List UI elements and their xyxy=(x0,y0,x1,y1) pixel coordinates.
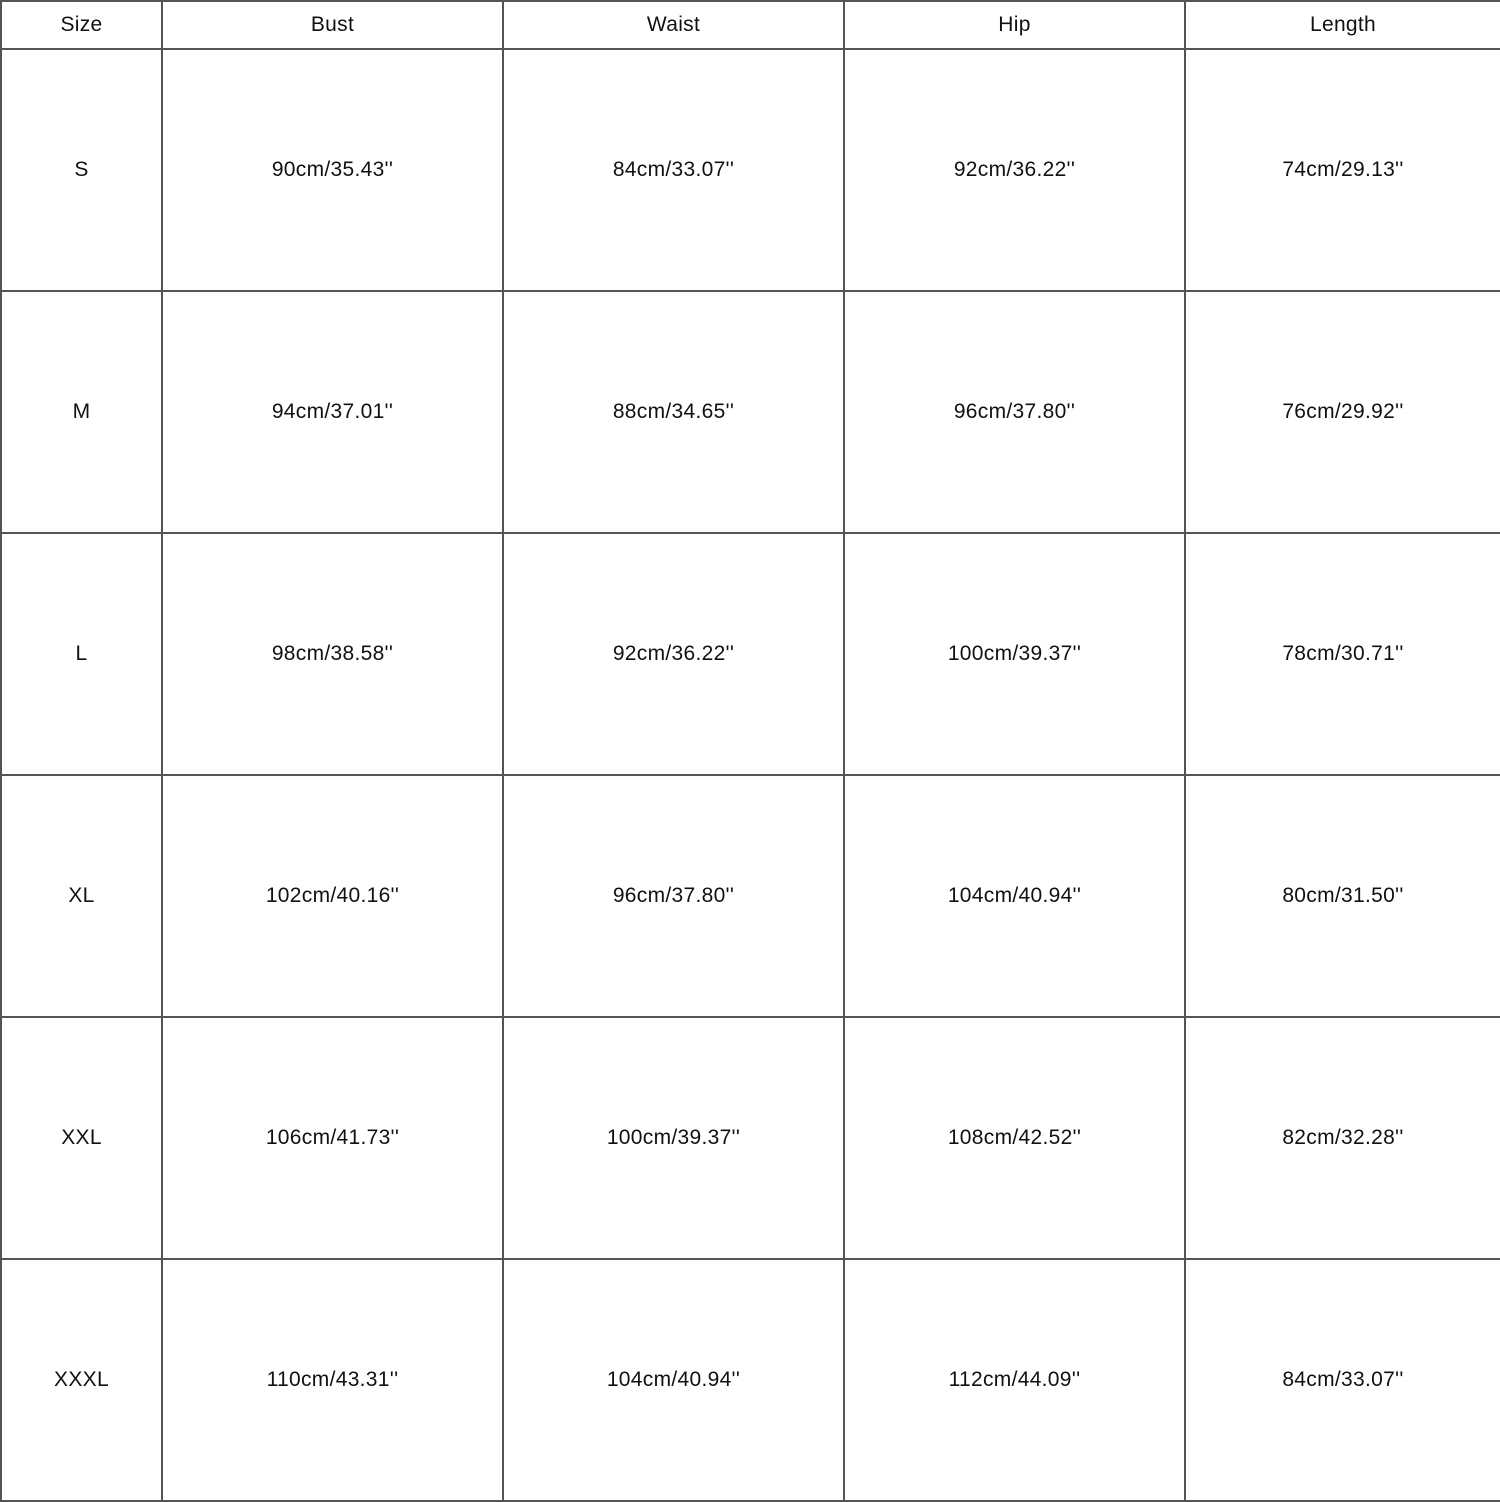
cell-hip: 96cm/37.80'' xyxy=(844,291,1185,533)
cell-size: L xyxy=(1,533,162,775)
cell-size: XXL xyxy=(1,1017,162,1259)
cell-bust: 98cm/38.58'' xyxy=(162,533,503,775)
cell-waist: 84cm/33.07'' xyxy=(503,49,844,291)
cell-hip: 104cm/40.94'' xyxy=(844,775,1185,1017)
cell-size: XL xyxy=(1,775,162,1017)
header-bust: Bust xyxy=(162,1,503,49)
cell-length: 74cm/29.13'' xyxy=(1185,49,1500,291)
table-row xyxy=(1,291,1500,533)
cell-bust: 94cm/37.01'' xyxy=(162,291,503,533)
table-header-row xyxy=(1,1,1500,49)
header-size: Size xyxy=(1,1,162,49)
cell-waist: 104cm/40.94'' xyxy=(503,1259,844,1501)
table-row xyxy=(1,1259,1500,1501)
cell-length: 84cm/33.07'' xyxy=(1185,1259,1500,1501)
header-length: Length xyxy=(1185,1,1500,49)
cell-waist: 96cm/37.80'' xyxy=(503,775,844,1017)
cell-hip: 108cm/42.52'' xyxy=(844,1017,1185,1259)
cell-length: 76cm/29.92'' xyxy=(1185,291,1500,533)
cell-bust: 110cm/43.31'' xyxy=(162,1259,503,1501)
cell-hip: 112cm/44.09'' xyxy=(844,1259,1185,1501)
table-row xyxy=(1,1017,1500,1259)
cell-hip: 92cm/36.22'' xyxy=(844,49,1185,291)
cell-bust: 106cm/41.73'' xyxy=(162,1017,503,1259)
cell-waist: 88cm/34.65'' xyxy=(503,291,844,533)
cell-bust: 90cm/35.43'' xyxy=(162,49,503,291)
cell-hip: 100cm/39.37'' xyxy=(844,533,1185,775)
cell-length: 80cm/31.50'' xyxy=(1185,775,1500,1017)
cell-waist: 100cm/39.37'' xyxy=(503,1017,844,1259)
cell-waist: 92cm/36.22'' xyxy=(503,533,844,775)
header-hip: Hip xyxy=(844,1,1185,49)
table-row xyxy=(1,49,1500,291)
cell-size: S xyxy=(1,49,162,291)
cell-size: M xyxy=(1,291,162,533)
cell-bust: 102cm/40.16'' xyxy=(162,775,503,1017)
cell-length: 78cm/30.71'' xyxy=(1185,533,1500,775)
cell-length: 82cm/32.28'' xyxy=(1185,1017,1500,1259)
table-row xyxy=(1,533,1500,775)
table-row xyxy=(1,775,1500,1017)
header-waist: Waist xyxy=(503,1,844,49)
cell-size: XXXL xyxy=(1,1259,162,1501)
